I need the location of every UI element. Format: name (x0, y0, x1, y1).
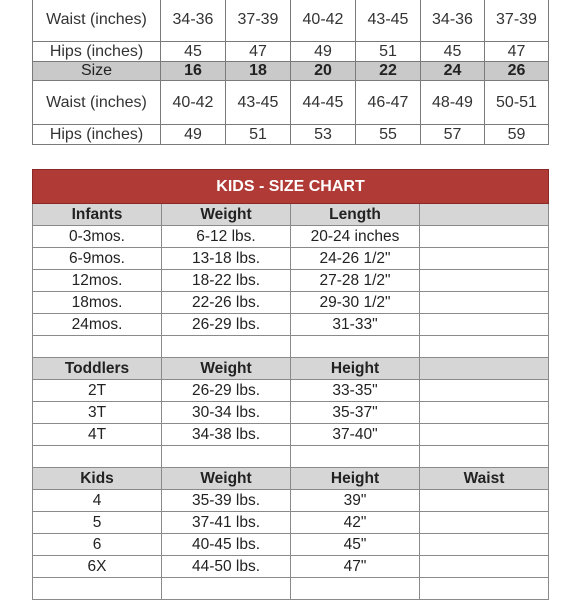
table-row (33, 226, 549, 248)
table-cell: 6X (33, 556, 162, 578)
table-cell: 39" (291, 490, 420, 512)
table-cell: 33-35" (291, 380, 420, 402)
table-cell (420, 446, 549, 468)
table-row (33, 556, 549, 578)
table-cell: 40-42 (161, 81, 226, 125)
table-cell: 3T (33, 402, 162, 424)
table-cell (420, 226, 549, 248)
table-cell: 12mos. (33, 270, 162, 292)
table-cell: 37-39 (485, 0, 549, 42)
table-cell: 24 (421, 62, 485, 81)
table-cell (33, 336, 162, 358)
table-cell: 16 (161, 62, 226, 81)
table-cell (420, 512, 549, 534)
table-cell (33, 446, 162, 468)
column-header-cell: Weight (162, 468, 291, 490)
table-cell: 46-47 (356, 81, 421, 125)
column-header-cell: Toddlers (33, 358, 162, 380)
table-cell (162, 578, 291, 600)
table-cell (420, 490, 549, 512)
spacer-row (33, 336, 549, 358)
table-cell: 43-45 (226, 81, 291, 125)
table-cell: 31-33" (291, 314, 420, 336)
spacer-row (33, 578, 549, 600)
row-label-cell: Hips (inches) (33, 125, 161, 145)
table-cell: 37-39 (226, 0, 291, 42)
row-label-cell: Waist (inches) (33, 81, 161, 125)
table-cell: 29-30 1/2" (291, 292, 420, 314)
column-header-cell: Infants (33, 204, 162, 226)
table-cell (420, 248, 549, 270)
table-row (33, 248, 549, 270)
column-header-cell: Weight (162, 358, 291, 380)
table-cell (162, 336, 291, 358)
row-label-cell: Hips (inches) (33, 42, 161, 62)
column-header-cell: Waist (420, 468, 549, 490)
table-cell: 5 (33, 512, 162, 534)
table-cell: 20 (291, 62, 356, 81)
table-cell: 45" (291, 534, 420, 556)
table-cell: 40-42 (291, 0, 356, 42)
adult-table-row (33, 0, 549, 42)
row-label-cell: Waist (inches) (33, 0, 161, 42)
kids-size-chart (32, 169, 549, 600)
table-cell: 49 (161, 125, 226, 145)
table-cell (33, 578, 162, 600)
table-cell: 0-3mos. (33, 226, 162, 248)
table-cell: 24mos. (33, 314, 162, 336)
column-header-cell: Height (291, 358, 420, 380)
kids-chart-title-row (33, 170, 549, 204)
table-cell: 34-36 (421, 0, 485, 42)
table-cell: 4 (33, 490, 162, 512)
table-cell: 47 (226, 42, 291, 62)
table-cell (420, 578, 549, 600)
section-header-row (33, 468, 549, 490)
table-cell: 26-29 lbs. (162, 314, 291, 336)
table-cell: 20-24 inches (291, 226, 420, 248)
adult-table-row (33, 81, 549, 125)
table-cell: 42" (291, 512, 420, 534)
table-cell: 43-45 (356, 0, 421, 42)
table-cell (162, 446, 291, 468)
table-cell (420, 314, 549, 336)
table-cell: 6-9mos. (33, 248, 162, 270)
table-cell: 57 (421, 125, 485, 145)
column-header-cell: Kids (33, 468, 162, 490)
table-cell: 44-45 (291, 81, 356, 125)
table-cell: 13-18 lbs. (162, 248, 291, 270)
table-cell: 50-51 (485, 81, 549, 125)
table-row (33, 424, 549, 446)
table-cell: 22-26 lbs. (162, 292, 291, 314)
column-header-cell: Length (291, 204, 420, 226)
table-cell: 18-22 lbs. (162, 270, 291, 292)
table-cell (420, 292, 549, 314)
table-cell: 34-38 lbs. (162, 424, 291, 446)
table-row (33, 490, 549, 512)
table-cell (420, 424, 549, 446)
table-cell: 26 (485, 62, 549, 81)
section-header-row (33, 358, 549, 380)
table-cell: 35-39 lbs. (162, 490, 291, 512)
table-cell (420, 556, 549, 578)
table-cell: 53 (291, 125, 356, 145)
table-row (33, 512, 549, 534)
table-cell: 47" (291, 556, 420, 578)
table-cell (420, 336, 549, 358)
column-header-cell (420, 204, 549, 226)
table-cell: 18mos. (33, 292, 162, 314)
table-cell: 49 (291, 42, 356, 62)
table-cell: 26-29 lbs. (162, 380, 291, 402)
spacer-row (33, 446, 549, 468)
table-cell (420, 534, 549, 556)
table-cell: 51 (356, 42, 421, 62)
table-row (33, 292, 549, 314)
table-row (33, 402, 549, 424)
column-header-cell: Weight (162, 204, 291, 226)
table-row (33, 380, 549, 402)
table-cell: 22 (356, 62, 421, 81)
column-header-cell: Height (291, 468, 420, 490)
table-cell: 44-50 lbs. (162, 556, 291, 578)
table-row (33, 314, 549, 336)
table-cell: 30-34 lbs. (162, 402, 291, 424)
table-cell: 18 (226, 62, 291, 81)
row-label-cell: Size (33, 62, 161, 81)
table-cell (291, 336, 420, 358)
size-header-row (33, 62, 549, 81)
section-header-row (33, 204, 549, 226)
table-cell (291, 446, 420, 468)
table-cell: 59 (485, 125, 549, 145)
adult-size-table (32, 0, 549, 145)
table-cell: 47 (485, 42, 549, 62)
table-cell: 34-36 (161, 0, 226, 42)
table-cell: 55 (356, 125, 421, 145)
table-cell: 37-41 lbs. (162, 512, 291, 534)
table-cell (420, 402, 549, 424)
table-cell: 40-45 lbs. (162, 534, 291, 556)
adult-table-row (33, 125, 549, 145)
table-cell: 27-28 1/2" (291, 270, 420, 292)
table-cell: 6-12 lbs. (162, 226, 291, 248)
table-cell: 45 (421, 42, 485, 62)
kids-chart-title: KIDS - SIZE CHART (33, 170, 549, 204)
table-cell: 37-40" (291, 424, 420, 446)
column-header-cell (420, 358, 549, 380)
table-row (33, 534, 549, 556)
table-cell: 6 (33, 534, 162, 556)
table-cell: 35-37" (291, 402, 420, 424)
table-cell: 4T (33, 424, 162, 446)
adult-table-row (33, 42, 549, 62)
table-row (33, 270, 549, 292)
table-cell: 51 (226, 125, 291, 145)
table-cell (420, 270, 549, 292)
table-cell (420, 380, 549, 402)
table-cell: 24-26 1/2" (291, 248, 420, 270)
table-cell: 2T (33, 380, 162, 402)
table-cell: 48-49 (421, 81, 485, 125)
table-cell (291, 578, 420, 600)
table-cell: 45 (161, 42, 226, 62)
